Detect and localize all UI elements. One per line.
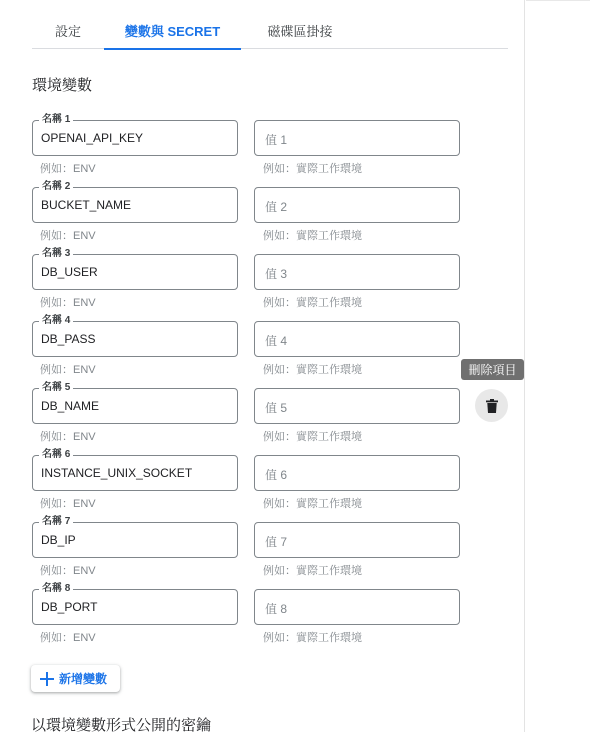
- env-name-hint: 例如：ENV: [40, 297, 96, 309]
- env-name-value: DB_IP: [41, 533, 76, 547]
- env-name-hint: 例如：ENV: [40, 632, 96, 644]
- section-title-secrets-as-env: 以環境變數形式公開的密鑰: [31, 717, 212, 732]
- env-value-placeholder: 值 3: [265, 267, 288, 281]
- env-value-field[interactable]: [254, 522, 460, 558]
- tab-variables-secrets[interactable]: 變數與 SECRET: [104, 12, 241, 49]
- env-name-value: DB_PASS: [41, 332, 96, 346]
- env-value-placeholder: 值 8: [265, 602, 288, 616]
- env-name-label: 名稱 3: [39, 248, 73, 260]
- env-var-row: [32, 114, 512, 187]
- env-value-hint: 例如：實際工作環境: [263, 632, 362, 644]
- env-var-row: [32, 248, 512, 321]
- env-name-value: INSTANCE_UNIX_SOCKET: [41, 466, 193, 480]
- env-name-field[interactable]: [32, 449, 238, 491]
- env-name-field[interactable]: [32, 181, 238, 223]
- env-name-label: 名稱 4: [39, 315, 73, 327]
- delete-item-tooltip: 刪除項目: [461, 359, 524, 380]
- add-variable-button[interactable]: [31, 665, 120, 692]
- env-name-value: DB_PORT: [41, 600, 98, 614]
- env-name-label: 名稱 6: [39, 449, 73, 461]
- env-name-value: OPENAI_API_KEY: [41, 131, 144, 145]
- env-name-field[interactable]: [32, 248, 238, 290]
- env-value-placeholder: 值 6: [265, 468, 288, 482]
- env-name-label: 名稱 5: [39, 382, 73, 394]
- env-name-value: BUCKET_NAME: [41, 198, 132, 212]
- env-value-field[interactable]: [254, 187, 460, 223]
- env-value-hint: 例如：實際工作環境: [263, 431, 362, 443]
- env-value-field[interactable]: [254, 254, 460, 290]
- env-name-label: 名稱 2: [39, 181, 73, 193]
- delete-item-button[interactable]: [475, 389, 508, 422]
- env-value-hint: 例如：實際工作環境: [263, 565, 362, 577]
- env-name-label: 名稱 8: [39, 583, 73, 595]
- env-value-hint: 例如：實際工作環境: [263, 163, 362, 175]
- env-value-hint: 例如：實際工作環境: [263, 297, 362, 309]
- env-var-list: [32, 114, 512, 656]
- env-var-row: [32, 382, 512, 455]
- env-value-field[interactable]: [254, 589, 460, 625]
- env-name-hint: 例如：ENV: [40, 498, 96, 510]
- env-var-row: [32, 449, 512, 522]
- env-value-placeholder: 值 4: [265, 334, 288, 348]
- env-value-placeholder: 值 2: [265, 200, 288, 214]
- section-title-env-vars: 環境變數: [32, 77, 93, 94]
- env-name-hint: 例如：ENV: [40, 230, 96, 242]
- env-name-field[interactable]: [32, 315, 238, 357]
- tab-volume-mounts[interactable]: 磁碟區掛接: [267, 24, 333, 39]
- env-name-hint: 例如：ENV: [40, 565, 96, 577]
- env-value-field[interactable]: [254, 321, 460, 357]
- env-value-field[interactable]: [254, 455, 460, 491]
- env-value-field[interactable]: [254, 388, 460, 424]
- env-name-label: 名稱 7: [39, 516, 73, 528]
- env-value-hint: 例如：實際工作環境: [263, 364, 362, 376]
- tab-settings[interactable]: 設定: [54, 24, 81, 39]
- env-value-placeholder: 值 5: [265, 401, 288, 415]
- env-name-field[interactable]: [32, 114, 238, 156]
- env-name-hint: 例如：ENV: [40, 364, 96, 376]
- right-gutter: [526, 0, 590, 732]
- env-name-value: DB_USER: [41, 265, 98, 279]
- tab-bar: [32, 12, 508, 49]
- env-var-row: [32, 315, 512, 388]
- env-var-row: [32, 181, 512, 254]
- add-variable-label: 新增變數: [59, 672, 108, 686]
- plus-icon: [40, 672, 54, 686]
- env-name-value: DB_NAME: [41, 399, 100, 413]
- env-value-placeholder: 值 7: [265, 535, 288, 549]
- env-var-row: [32, 516, 512, 589]
- env-name-field[interactable]: [32, 382, 238, 424]
- env-var-row: [32, 583, 512, 656]
- env-name-label: 名稱 1: [39, 114, 73, 126]
- env-value-field[interactable]: [254, 120, 460, 156]
- env-name-hint: 例如：ENV: [40, 163, 96, 175]
- env-value-hint: 例如：實際工作環境: [263, 230, 362, 242]
- env-name-hint: 例如：ENV: [40, 431, 96, 443]
- env-value-hint: 例如：實際工作環境: [263, 498, 362, 510]
- env-name-field[interactable]: [32, 516, 238, 558]
- env-value-placeholder: 值 1: [265, 133, 288, 147]
- trash-icon: [486, 399, 498, 413]
- env-name-field[interactable]: [32, 583, 238, 625]
